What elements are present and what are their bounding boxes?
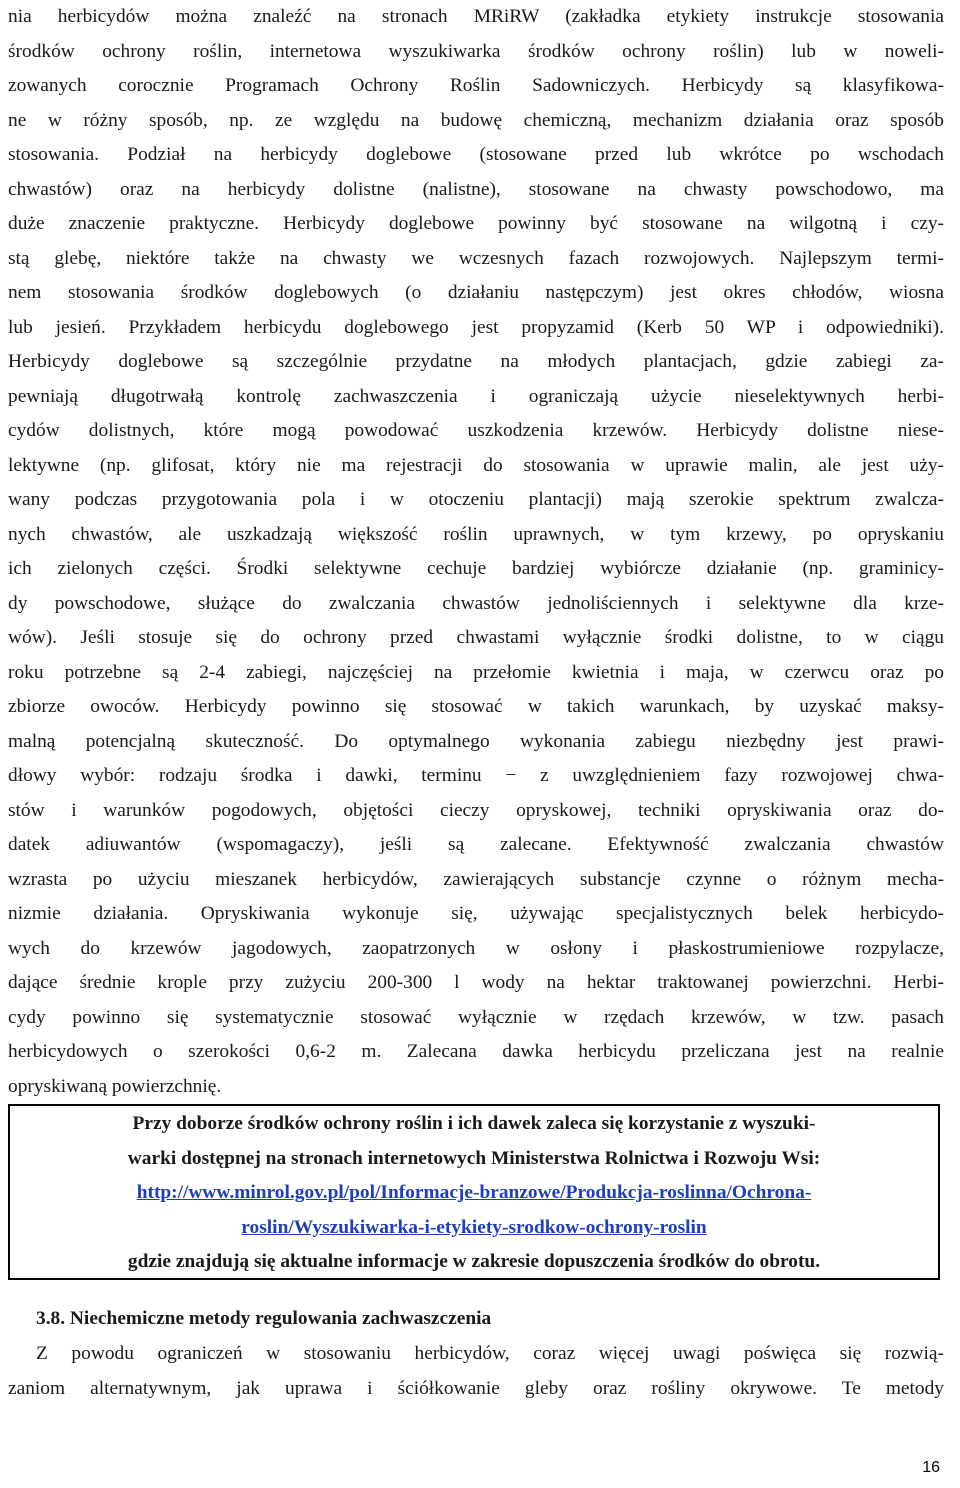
paragraph-line: wych do krzewów jagodowych, zaopatrzonych w osłony i płaskostrumieniowe rozpylacze, xyxy=(8,937,944,959)
paragraph-line: chwastów) oraz na herbicydy dolistne (nalistne), stosowane na chwasty powschodowo, ma xyxy=(8,178,944,200)
paragraph-line: Herbicydy doglebowe są szczególnie przydatne na młodych plantacjach, gdzie zabiegi za- xyxy=(8,351,944,372)
paragraph-line: ich zielonych części. Środki selektywne cechuje bardziej wybiórcze działanie (np. graminicy- xyxy=(8,558,944,579)
main-paragraph xyxy=(8,0,944,1104)
ministry-search-link-continued[interactable]: roslin/Wyszukiwarka-i-etykiety-srodkow-ochrony-roslin xyxy=(241,1216,707,1238)
paragraph-line: zowanych corocznie Programach Ochrony Roślin Sadowniczych. Herbicydy są klasyfikowa- xyxy=(8,75,944,96)
paragraph-line: duże znaczenie praktyczne. Herbicydy doglebowe powinny być stosowane na wilgotną i czy- xyxy=(8,213,944,234)
notice-line-1: Przy doborze środków ochrony roślin i ich dawek zaleca się korzystanie z wyszuki- xyxy=(132,1113,816,1134)
paragraph-line: nem stosowania środków doglebowych (o działaniu następczym) jest okres chłodów, wiosna xyxy=(8,282,944,303)
paragraph-line: roku potrzebne są 2-4 zabiegi, najczęściej na przełomie kwietnia i maja, w czerwcu oraz po xyxy=(8,661,944,683)
section-body-line-1: Z powodu ograniczeń w stosowaniu herbicydów, coraz więcej uwagi poświęca się rozwią- xyxy=(36,1343,944,1364)
notice-line-2: warki dostępnej na stronach internetowych Ministerstwa Rolnictwa i Rozwoju Wsi: xyxy=(127,1147,821,1169)
paragraph-line: datek adiuwantów (wspomagaczy), jeśli są zalecane. Efektywność zwalczania chwastów xyxy=(8,834,944,855)
paragraph-line: pewniają długotrwałą kontrolę zachwaszczenia i ograniczają użycie nieselektywnych herbi- xyxy=(8,385,944,407)
paragraph-line: dające średnie krople przy zużyciu 200-300 l wody na hektar traktowanej powierzchni. Herbi- xyxy=(8,972,944,993)
paragraph-line: cydy powinno się systematycznie stosować wyłącznie w rzędach krzewów, w tzw. pasach xyxy=(8,1006,944,1028)
paragraph-line: zbiorze owoców. Herbicydy powinno się stosować w takich warunkach, by uzyskać maksy- xyxy=(8,696,944,717)
paragraph-line: stosowania. Podział na herbicydy doglebowe (stosowane przed lub wkrótce po wschodach xyxy=(8,144,944,165)
notice-link-line-2[interactable] xyxy=(10,1211,938,1246)
paragraph-line: dy powschodowe, służące do zwalczania chwastów jednoliściennych i selektywne dla krze- xyxy=(8,592,944,614)
notice-line-5: gdzie znajdują się aktualne informacje w zakresie dopuszczenia środków do obrotu. xyxy=(127,1251,821,1272)
paragraph-line: cydów dolistnych, które mogą powodować uszkodzenia krzewów. Herbicydy dolistne niese- xyxy=(8,420,944,441)
notice-link-line-1[interactable] xyxy=(10,1176,938,1211)
paragraph-line: ne w różny sposób, np. ze względu na budowę chemiczną, mechanizm działania oraz sposób xyxy=(8,109,944,131)
paragraph-line: stów i warunków pogodowych, objętości cieczy opryskowej, techniki opryskiwania oraz do- xyxy=(8,799,944,821)
paragraph-line: lub jesień. Przykładem herbicydu doglebowego jest propyzamid (Kerb 50 WP i odpowiedniki). xyxy=(8,316,944,338)
page-number: 16 xyxy=(922,1459,940,1476)
section-body-line-2: zaniom alternatywnym, jak uprawa i ściółkowanie gleby oraz rośliny okrywowe. Te metody xyxy=(8,1377,944,1399)
paragraph-line: lektywne (np. glifosat, który nie ma rejestracji do stosowania w uprawie malin, ale jest uży- xyxy=(8,454,944,476)
paragraph-line: wów). Jeśli stosuje się do ochrony przed chwastami wyłącznie środki dolistne, to w ciągu xyxy=(8,627,944,648)
section-body xyxy=(8,1337,944,1406)
paragraph-line: nia herbicydów można znaleźć na stronach MRiRW (zakładka etykiety instrukcje stosowania xyxy=(8,6,944,27)
paragraph-line: nych chwastów, ale uszkadzają większość roślin uprawnych, w tym krzewy, po opryskaniu xyxy=(8,523,944,545)
paragraph-line: stą glebę, niektóre także na chwasty we wczesnych fazach rozwojowych. Najlepszym termi- xyxy=(8,247,944,269)
paragraph-line: herbicydowych o szerokości 0,6-2 m. Zalecana dawka herbicydu przeliczana jest na realnie xyxy=(8,1041,944,1062)
paragraph-line: wany podczas przygotowania pola i w otoczeniu plantacji) mają szerokie spektrum zwalcza- xyxy=(8,489,944,510)
paragraph-line: wzrasta po użyciu mieszanek herbicydów, zawierających substancje czynne o różnym mecha- xyxy=(8,868,944,890)
paragraph-line: dłowy wybór: rodzaju środka i dawki, terminu − z uwzględnieniem fazy rozwojowej chwa- xyxy=(8,765,944,786)
notice-box xyxy=(8,1104,940,1280)
ministry-search-link[interactable]: http://www.minrol.gov.pl/pol/Informacje-branzowe/Produkcja-roslinna/Ochrona- xyxy=(136,1182,812,1203)
paragraph-line: malną potencjalną skuteczność. Do optymalnego wykonania zabiegu niezbędny jest prawi- xyxy=(8,730,944,752)
paragraph-line: środków ochrony roślin, internetowa wyszukiwarka środków ochrony roślin) lub w noweli- xyxy=(8,40,944,62)
paragraph-line: nizmie działania. Opryskiwania wykonuje się, używając specjalistycznych belek herbicydo- xyxy=(8,903,944,924)
section-heading: 3.8. Niechemiczne metody regulowania zachwaszczenia xyxy=(36,1308,492,1329)
paragraph-line: opryskiwaną powierzchnię. xyxy=(8,1075,222,1097)
